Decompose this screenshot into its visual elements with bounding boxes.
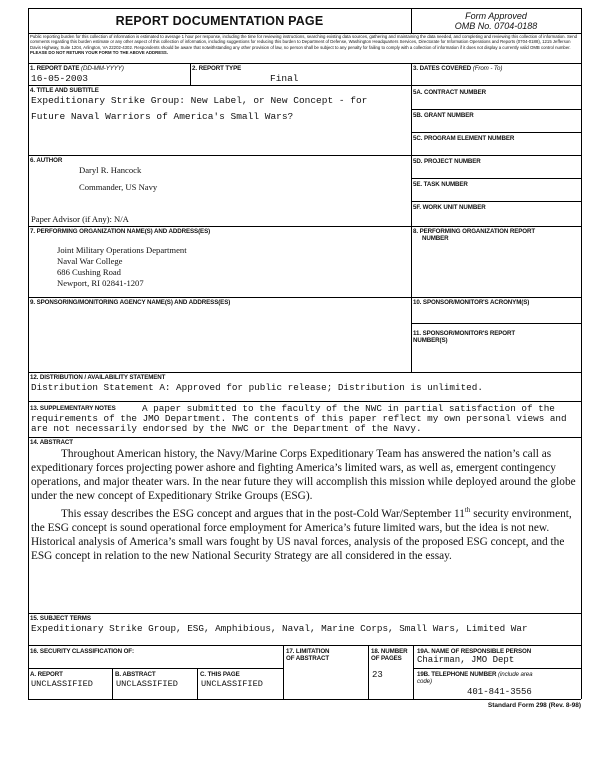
rule <box>28 668 283 669</box>
responsible-person-value: Chairman, JMO Dept <box>417 655 515 665</box>
rule <box>368 645 369 699</box>
performing-report-label: 8. PERFORMING ORGANIZATION REPORT <box>413 228 536 235</box>
security-classification-label: 16. SECURITY CLASSIFICATION OF: <box>30 648 134 655</box>
rule <box>28 437 581 438</box>
rule <box>28 226 581 227</box>
form-approved: Form Approved <box>465 11 527 21</box>
paper-advisor: Paper Advisor (if Any): N/A <box>31 214 129 224</box>
contract-number-label: 5A. CONTRACT NUMBER <box>413 89 487 96</box>
performing-report-label-2: NUMBER <box>422 235 449 242</box>
rule <box>411 132 581 133</box>
performing-org-label: 7. PERFORMING ORGANIZATION NAME(S) AND ADDRESS(ES) <box>30 228 211 235</box>
telephone-value: 401-841-3556 <box>467 687 532 697</box>
rule <box>411 178 581 179</box>
subject-terms-value: Expeditionary Strike Group, ESG, Amphibious, Naval, Marine Corps, Small Wars, Limited War <box>31 623 528 634</box>
sponsor-report-label: 11. SPONSOR/MONITOR'S REPORT <box>413 330 516 337</box>
abstract-class-value: UNCLASSIFIED <box>116 679 178 689</box>
report-type-label: 2. REPORT TYPE <box>192 65 242 72</box>
rule <box>28 645 581 646</box>
rule <box>28 297 581 298</box>
supplementary-label: 13. SUPPLEMENTARY NOTES <box>30 405 116 412</box>
title-line-2: Future Naval Warriors of America's Small Wars? <box>31 111 294 122</box>
page-title: REPORT DOCUMENTATION PAGE <box>115 14 324 28</box>
author-name: Daryl R. Hancock <box>79 165 142 175</box>
rule <box>197 668 198 699</box>
abstract-paragraph-1: Throughout American history, the Navy/Marine Corps Expeditionary Team has answered the nation’s call as expeditionary forces projecting power ashore and fighting America’s limited wars, as well as, emergent contingency operations, and major theater wars. In the near future they will accomplish this mission while deployed around the globe under the new concept of Expeditionary Strike Groups (ESG). <box>31 448 576 502</box>
rule <box>28 613 581 614</box>
rule <box>411 201 581 202</box>
telephone-hint: code) <box>417 678 432 685</box>
author-label: 6. AUTHOR <box>30 157 63 164</box>
page-class-label: C. THIS PAGE <box>200 671 240 678</box>
supplementary-line-3: are not necessarily endorsed by the NWC or the Department of the Navy. <box>31 423 422 434</box>
omb-number: OMB No. 0704-0188 <box>454 21 538 31</box>
sponsor-acronym-label: 10. SPONSOR/MONITOR'S ACRONYM(S) <box>413 299 530 306</box>
rule <box>190 63 191 85</box>
rule <box>411 109 581 110</box>
report-type-value: Final <box>270 73 299 84</box>
abstract-label: 14. ABSTRACT <box>30 439 73 446</box>
abstract-body <box>31 447 579 563</box>
abstract-class-label: B. ABSTRACT <box>115 671 156 678</box>
telephone-label: 19B. TELEPHONE NUMBER (include area <box>417 671 533 678</box>
burden-statement: Public reporting burden for this collection of information is estimated to average 1 hour per response, including the time for reviewing instructions, searching existing data sources, gathering and maintaining the data needed, and completing and reviewing this collection of information. Send comments regarding this burden estimate or any other aspect of this collection of information, including suggestions for reducing this burden to Department of Defense, Washington Headquarters Services, Directorate for Information Operations and Reports (0704-0188), 1215 Jefferson Davis Highway, Suite 1204, Arlington, VA 22202-4302. Respondents should be aware that notwithstanding any other provision of law, no person shall be subject to any penalty for failing to comply with a collection of information if it does not display a currently valid OMB control number. PLEASE DO NOT RETURN YOUR FORM TO THE ABOVE ADDRESS. <box>30 34 577 55</box>
rule <box>28 401 581 402</box>
rule <box>112 668 113 699</box>
page-class-value: UNCLASSIFIED <box>201 679 263 689</box>
rule <box>413 645 414 699</box>
report-class-label: A. REPORT <box>30 671 63 678</box>
standard-form-label: Standard Form 298 (Rev. 8-98) <box>487 702 581 709</box>
supplementary-line-1: A paper submitted to the faculty of the NWC in partial satisfaction of the <box>142 403 555 414</box>
org-line: 686 Cushing Road <box>57 267 121 277</box>
subject-terms-label: 15. SUBJECT TERMS <box>30 615 91 622</box>
report-date-value: 16-05-2003 <box>31 73 89 84</box>
rule <box>28 63 581 64</box>
dates-covered-label: 3. DATES COVERED (From - To) <box>413 65 503 72</box>
rule-right <box>581 8 582 699</box>
org-line: Naval War College <box>57 256 123 266</box>
num-pages-label-2: OF PAGES <box>371 655 402 662</box>
task-number-label: 5E. TASK NUMBER <box>413 181 468 188</box>
limitation-label-2: OF ABSTRACT <box>286 655 330 662</box>
org-line: Newport, RI 02841-1207 <box>57 278 144 288</box>
rule <box>28 155 581 156</box>
rule-bottom <box>28 699 581 700</box>
distribution-label: 12. DISTRIBUTION / AVAILABILITY STATEMENT <box>30 374 166 381</box>
org-line: Joint Military Operations Department <box>57 245 187 255</box>
report-class-value: UNCLASSIFIED <box>31 679 93 689</box>
project-number-label: 5D. PROJECT NUMBER <box>413 158 481 165</box>
distribution-value: Distribution Statement A: Approved for public release; Distribution is unlimited. <box>31 382 483 393</box>
limitation-label: 17. LIMITATION <box>286 648 330 655</box>
abstract-paragraph-2: This essay describes the ESG concept and argues that in the post-Cold War/September 11th security environment, the ESG concept is sound operational force employment for America’s future limited wars, but the idea is not new. Historical analysis of America’s small wars fought by US naval forces, analysis of the proposed ESG concept, and the ESG concept in relation to the new National Security Strategy are all considered in the essay. <box>31 506 572 562</box>
sponsoring-agency-label: 9. SPONSORING/MONITORING AGENCY NAME(S) AND ADDRESS(ES) <box>30 299 231 306</box>
rule <box>28 85 581 86</box>
rule <box>413 668 581 669</box>
supplementary-line-2: requirements of the JMO Department. The contents of this paper reflect my own personal views and <box>31 413 567 424</box>
rule <box>28 372 581 373</box>
rule-left <box>28 8 29 699</box>
responsible-person-label: 19A. NAME OF RESPONSIBLE PERSON <box>417 648 532 655</box>
title-line-1: Expeditionary Strike Group: New Label, or New Concept - for <box>31 95 368 106</box>
rule <box>411 63 412 372</box>
work-unit-label: 5F. WORK UNIT NUMBER <box>413 204 486 211</box>
program-element-label: 5C. PROGRAM ELEMENT NUMBER <box>413 135 515 142</box>
author-rank: Commander, US Navy <box>79 182 158 192</box>
rule <box>283 645 284 699</box>
report-date-label: 1. REPORT DATE (DD-MM-YYYY) <box>30 65 124 72</box>
rule-top <box>28 8 581 9</box>
title-label: 4. TITLE AND SUBTITLE <box>30 87 99 94</box>
grant-number-label: 5B. GRANT NUMBER <box>413 112 474 119</box>
sponsor-report-label-2: NUMBER(S) <box>413 337 448 344</box>
num-pages-label: 18. NUMBER <box>371 648 408 655</box>
rule <box>411 323 581 324</box>
num-pages-value: 23 <box>372 670 383 680</box>
